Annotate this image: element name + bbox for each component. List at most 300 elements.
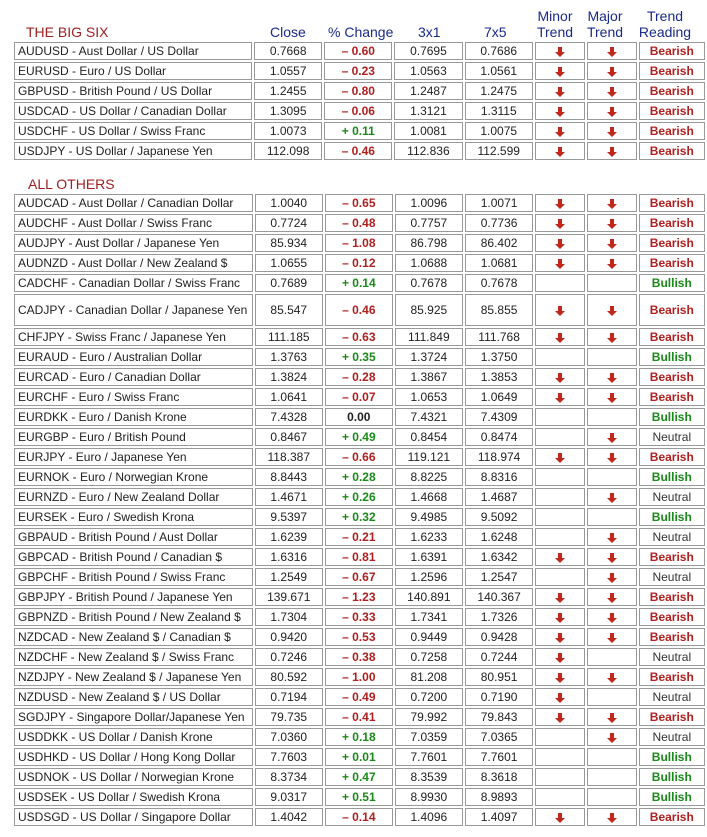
avg-7x5-cell: 140.367 (465, 588, 533, 606)
pair-cell: EURCAD - Euro / Canadian Dollar (14, 368, 253, 386)
pct-change-cell: + 0.49 (325, 428, 393, 446)
arrow-down-icon (606, 450, 618, 464)
pair-cell: AUDCAD - Aust Dollar / Canadian Dollar (14, 194, 253, 212)
pair-cell: AUDJPY - Aust Dollar / Japanese Yen (14, 234, 253, 252)
avg-3x1-cell: 7.7601 (395, 748, 463, 766)
avg-3x1-cell: 1.3121 (394, 102, 462, 120)
trend-reading-cell: Bullish (639, 768, 705, 786)
avg-7x5-cell: 85.855 (465, 294, 533, 326)
trend-reading-cell: Bearish (639, 628, 705, 646)
arrow-down-icon (606, 670, 618, 684)
trend-reading-cell: Neutral (639, 648, 705, 666)
minor-trend-cell (535, 234, 585, 252)
avg-3x1-cell: 1.7341 (395, 608, 463, 626)
trend-reading-cell: Bearish (639, 808, 705, 826)
arrow-down-icon (554, 330, 566, 344)
arrow-down-icon (606, 610, 618, 624)
close-cell: 112.098 (254, 142, 322, 160)
major-trend-cell (587, 568, 637, 586)
avg-7x5-cell: 1.3853 (465, 368, 533, 386)
pct-change-cell: + 0.51 (325, 788, 393, 806)
avg-7x5-cell: 1.4687 (465, 488, 533, 506)
pair-cell: NZDCAD - New Zealand $ / Canadian $ (14, 628, 253, 646)
pair-cell: USDSGD - US Dollar / Singapore Dollar (14, 808, 253, 826)
pair-cell: NZDJPY - New Zealand $ / Japanese Yen (14, 668, 253, 686)
arrow-down-icon (554, 610, 566, 624)
arrow-down-icon (606, 590, 618, 604)
minor-trend-cell (535, 488, 585, 506)
trend-reading-cell: Bearish (639, 254, 705, 272)
trend-reading-cell: Neutral (639, 728, 705, 746)
avg-3x1-cell: 0.7757 (395, 214, 463, 232)
trend-reading-cell: Bullish (639, 348, 705, 366)
major-trend-cell (587, 428, 637, 446)
minor-trend-cell (535, 668, 585, 686)
table-row (14, 448, 705, 466)
avg-7x5-cell: 8.3618 (465, 768, 533, 786)
major-trend-cell (587, 468, 637, 486)
pct-change-cell: – 0.49 (325, 688, 393, 706)
major-trend-cell (587, 234, 637, 252)
avg-7x5-cell: 1.4097 (465, 808, 533, 826)
close-cell: 7.0360 (255, 728, 323, 746)
pair-cell: EURJPY - Euro / Japanese Yen (14, 448, 253, 466)
pair-cell: GBPNZD - British Pound / New Zealand $ (14, 608, 253, 626)
major-trend-cell (587, 254, 637, 272)
arrow-down-icon (606, 330, 618, 344)
pct-change-cell: – 0.67 (325, 568, 393, 586)
trend-reading-cell: Bearish (639, 388, 705, 406)
avg-7x5-cell: 1.2475 (465, 82, 533, 100)
trend-reading-cell: Bearish (639, 214, 705, 232)
pct-change-cell: – 0.12 (325, 254, 393, 272)
table-row (14, 688, 705, 706)
avg-3x1-cell: 1.2487 (394, 82, 462, 100)
close-cell: 79.735 (255, 708, 323, 726)
close-cell: 1.2455 (254, 82, 322, 100)
avg-7x5-cell: 118.974 (465, 448, 533, 466)
pct-change-cell: – 0.66 (325, 448, 393, 466)
avg-3x1-cell: 112.836 (394, 142, 462, 160)
pair-cell: USDSEK - US Dollar / Swedish Krona (14, 788, 253, 806)
avg-3x1-cell: 1.6233 (395, 528, 463, 546)
avg-7x5-cell: 0.9428 (465, 628, 533, 646)
header-major-trend: Major Trend (586, 8, 624, 40)
minor-trend-cell (535, 728, 585, 746)
pair-cell: GBPAUD - British Pound / Aust Dollar (14, 528, 253, 546)
close-cell: 1.2549 (255, 568, 323, 586)
arrow-down-icon (606, 104, 618, 118)
close-cell: 0.9420 (255, 628, 323, 646)
close-cell: 111.185 (255, 328, 323, 346)
major-trend-cell (587, 508, 637, 526)
close-cell: 1.3095 (254, 102, 322, 120)
arrow-down-icon (554, 550, 566, 564)
trend-reading-cell: Bearish (639, 42, 705, 60)
major-trend-cell (587, 648, 637, 666)
pct-change-cell: – 0.14 (325, 808, 393, 826)
pct-change-cell: – 0.63 (325, 328, 393, 346)
avg-7x5-cell: 7.0365 (465, 728, 533, 746)
avg-7x5-cell: 1.0561 (465, 62, 533, 80)
minor-trend-cell (535, 808, 585, 826)
table-row (14, 488, 705, 506)
pair-cell: USDDKK - US Dollar / Danish Krone (14, 728, 253, 746)
major-trend-cell (587, 82, 637, 100)
avg-7x5-cell: 1.0681 (465, 254, 533, 272)
pct-change-cell: – 0.80 (324, 82, 392, 100)
arrow-down-icon (606, 530, 618, 544)
pair-cell: USDHKD - US Dollar / Hong Kong Dollar (14, 748, 253, 766)
table-row (14, 368, 705, 386)
avg-3x1-cell: 7.4321 (395, 408, 463, 426)
trend-reading-cell: Bearish (639, 608, 705, 626)
pct-change-cell: – 0.41 (325, 708, 393, 726)
pair-cell: GBPUSD - British Pound / US Dollar (14, 82, 252, 100)
arrow-down-icon (554, 64, 566, 78)
major-trend-cell (587, 728, 637, 746)
avg-3x1-cell: 1.0081 (394, 122, 462, 140)
pair-cell: GBPCAD - British Pound / Canadian $ (14, 548, 253, 566)
trend-reading-cell: Neutral (639, 428, 705, 446)
major-trend-cell (587, 488, 637, 506)
arrow-down-icon (606, 64, 618, 78)
close-cell: 1.0557 (254, 62, 322, 80)
arrow-down-icon (554, 196, 566, 210)
avg-7x5-cell: 1.0071 (465, 194, 533, 212)
avg-7x5-cell: 7.4309 (465, 408, 533, 426)
arrow-down-icon (554, 370, 566, 384)
minor-trend-cell (535, 214, 585, 232)
avg-3x1-cell: 85.925 (395, 294, 463, 326)
avg-3x1-cell: 7.0359 (395, 728, 463, 746)
pct-change-cell: – 1.23 (325, 588, 393, 606)
arrow-down-icon (554, 690, 566, 704)
trend-reading-cell: Bearish (639, 548, 705, 566)
header-trend-reading: Trend Reading (638, 8, 692, 40)
pair-cell: GBPCHF - British Pound / Swiss Franc (14, 568, 253, 586)
minor-trend-cell (535, 468, 585, 486)
arrow-down-icon (606, 430, 618, 444)
header-minor-trend: Minor Trend (536, 8, 574, 40)
pct-change-cell: – 0.81 (325, 548, 393, 566)
avg-3x1-cell: 1.0096 (395, 194, 463, 212)
avg-7x5-cell: 1.0075 (465, 122, 533, 140)
avg-7x5-cell: 0.7190 (465, 688, 533, 706)
arrow-down-icon (554, 630, 566, 644)
arrow-down-icon (554, 236, 566, 250)
table-row (14, 588, 705, 606)
table-row (14, 348, 705, 366)
pct-change-cell: – 0.21 (325, 528, 393, 546)
minor-trend-cell (535, 408, 585, 426)
major-trend-cell (587, 608, 637, 626)
table-header (0, 0, 707, 40)
table-row (14, 82, 705, 100)
major-trend-cell (587, 328, 637, 346)
close-cell: 8.3734 (255, 768, 323, 786)
avg-7x5-cell: 0.7678 (465, 274, 533, 292)
arrow-down-icon (606, 84, 618, 98)
table-row (14, 254, 705, 272)
close-cell: 7.7603 (255, 748, 323, 766)
avg-3x1-cell: 119.121 (395, 448, 463, 466)
close-cell: 1.6316 (255, 548, 323, 566)
avg-3x1-cell: 8.8225 (395, 468, 463, 486)
pair-cell: NZDUSD - New Zealand $ / US Dollar (14, 688, 253, 706)
avg-3x1-cell: 1.3724 (395, 348, 463, 366)
pct-change-cell: + 0.26 (325, 488, 393, 506)
major-trend-cell (587, 668, 637, 686)
close-cell: 80.592 (255, 668, 323, 686)
avg-3x1-cell: 0.7258 (395, 648, 463, 666)
table-row (14, 628, 705, 646)
table-row (14, 788, 705, 806)
trend-reading-cell: Bearish (639, 102, 705, 120)
pair-cell: EURAUD - Euro / Australian Dollar (14, 348, 253, 366)
pair-cell: NZDCHF - New Zealand $ / Swiss Franc (14, 648, 253, 666)
table-row (14, 42, 705, 60)
close-cell: 7.4328 (255, 408, 323, 426)
avg-3x1-cell: 1.4096 (395, 808, 463, 826)
trend-reading-cell: Bearish (639, 122, 705, 140)
close-cell: 0.7689 (255, 274, 323, 292)
avg-3x1-cell: 1.6391 (395, 548, 463, 566)
pct-change-cell: – 0.07 (325, 388, 393, 406)
pct-change-cell: + 0.28 (325, 468, 393, 486)
trend-reading-cell: Bearish (639, 294, 705, 326)
close-cell: 1.0040 (255, 194, 323, 212)
close-cell: 0.7194 (255, 688, 323, 706)
avg-3x1-cell: 9.4985 (395, 508, 463, 526)
arrow-down-icon (554, 144, 566, 158)
arrow-down-icon (554, 590, 566, 604)
trend-reading-cell: Bearish (639, 708, 705, 726)
close-cell: 9.5397 (255, 508, 323, 526)
major-trend-cell (587, 628, 637, 646)
close-cell: 1.7304 (255, 608, 323, 626)
table-row (14, 408, 705, 426)
pct-change-cell: – 0.65 (325, 194, 393, 212)
pair-cell: EURSEK - Euro / Swedish Krona (14, 508, 253, 526)
trend-reading-cell: Bullish (639, 508, 705, 526)
table-row (14, 508, 705, 526)
arrow-down-icon (554, 810, 566, 824)
table-row (14, 748, 705, 766)
pair-cell: AUDCHF - Aust Dollar / Swiss Franc (14, 214, 253, 232)
trend-reading-cell: Bearish (639, 142, 705, 160)
minor-trend-cell (535, 194, 585, 212)
trend-reading-cell: Bullish (639, 468, 705, 486)
avg-7x5-cell: 9.5092 (465, 508, 533, 526)
table-row (14, 728, 705, 746)
table-row (14, 468, 705, 486)
pair-cell: CADJPY - Canadian Dollar / Japanese Yen (14, 294, 253, 326)
trend-reading-cell: Neutral (639, 488, 705, 506)
table-row (14, 808, 705, 826)
arrow-down-icon (554, 650, 566, 664)
minor-trend-cell (535, 102, 585, 120)
table-row (14, 568, 705, 586)
trend-reading-cell: Bearish (639, 588, 705, 606)
pair-cell: CADCHF - Canadian Dollar / Swiss Franc (14, 274, 253, 292)
table-row (14, 668, 705, 686)
arrow-down-icon (606, 124, 618, 138)
avg-3x1-cell: 0.7200 (395, 688, 463, 706)
arrow-down-icon (554, 670, 566, 684)
avg-7x5-cell: 111.768 (465, 328, 533, 346)
avg-7x5-cell: 0.7736 (465, 214, 533, 232)
avg-7x5-cell: 1.3750 (465, 348, 533, 366)
header-pct-change: % Change (328, 24, 394, 40)
arrow-down-icon (606, 630, 618, 644)
trend-reading-cell: Bearish (639, 82, 705, 100)
arrow-down-icon (606, 550, 618, 564)
table-row (14, 528, 705, 546)
avg-7x5-cell: 8.8316 (465, 468, 533, 486)
section-title-big-six: THE BIG SIX (26, 24, 109, 40)
arrow-down-icon (606, 730, 618, 744)
table-row (14, 102, 705, 120)
major-trend-cell (587, 688, 637, 706)
arrow-down-icon (554, 124, 566, 138)
table-row (14, 648, 705, 666)
avg-7x5-cell: 1.0649 (465, 388, 533, 406)
table-row (14, 388, 705, 406)
arrow-down-icon (554, 84, 566, 98)
pct-change-cell: – 0.06 (324, 102, 392, 120)
close-cell: 1.4671 (255, 488, 323, 506)
close-cell: 1.3824 (255, 368, 323, 386)
major-trend-cell (587, 214, 637, 232)
avg-3x1-cell: 1.4668 (395, 488, 463, 506)
arrow-down-icon (606, 216, 618, 230)
minor-trend-cell (535, 142, 585, 160)
avg-7x5-cell: 1.6248 (465, 528, 533, 546)
avg-3x1-cell: 79.992 (395, 708, 463, 726)
close-cell: 0.7724 (255, 214, 323, 232)
arrow-down-icon (606, 390, 618, 404)
table-row (14, 548, 705, 566)
arrow-down-icon (606, 44, 618, 58)
minor-trend-cell (535, 648, 585, 666)
avg-7x5-cell: 0.7244 (465, 648, 533, 666)
pair-cell: AUDNZD - Aust Dollar / New Zealand $ (14, 254, 253, 272)
arrow-down-icon (554, 710, 566, 724)
avg-3x1-cell: 0.8454 (395, 428, 463, 446)
major-trend-cell (587, 368, 637, 386)
table-row (14, 708, 705, 726)
table-row (14, 428, 705, 446)
header-7x5: 7x5 (484, 24, 507, 40)
pct-change-cell: + 0.32 (325, 508, 393, 526)
major-trend-cell (587, 408, 637, 426)
avg-7x5-cell: 1.7326 (465, 608, 533, 626)
avg-7x5-cell: 1.2547 (465, 568, 533, 586)
pair-cell: SGDJPY - Singapore Dollar/Japanese Yen (14, 708, 253, 726)
major-trend-cell (587, 142, 637, 160)
major-trend-cell (587, 274, 637, 292)
arrow-down-icon (606, 710, 618, 724)
avg-3x1-cell: 1.0653 (395, 388, 463, 406)
major-trend-cell (587, 528, 637, 546)
table-row (14, 328, 705, 346)
pair-cell: EURDKK - Euro / Danish Krone (14, 408, 253, 426)
pair-cell: EURGBP - Euro / British Pound (14, 428, 253, 446)
arrow-down-icon (554, 390, 566, 404)
avg-7x5-cell: 86.402 (465, 234, 533, 252)
close-cell: 118.387 (255, 448, 323, 466)
arrow-down-icon (606, 256, 618, 270)
minor-trend-cell (535, 528, 585, 546)
minor-trend-cell (535, 608, 585, 626)
pct-change-cell: – 0.33 (325, 608, 393, 626)
avg-7x5-cell: 0.8474 (465, 428, 533, 446)
avg-7x5-cell: 7.7601 (465, 748, 533, 766)
arrow-down-icon (606, 144, 618, 158)
avg-3x1-cell: 111.849 (395, 328, 463, 346)
close-cell: 1.6239 (255, 528, 323, 546)
arrow-down-icon (606, 570, 618, 584)
trend-reading-cell: Neutral (639, 528, 705, 546)
avg-3x1-cell: 81.208 (395, 668, 463, 686)
trend-reading-cell: Neutral (639, 688, 705, 706)
avg-3x1-cell: 1.0563 (394, 62, 462, 80)
pair-cell: GBPJPY - British Pound / Japanese Yen (14, 588, 253, 606)
major-trend-cell (587, 122, 637, 140)
table-row (14, 768, 705, 786)
major-trend-cell (587, 194, 637, 212)
avg-3x1-cell: 1.3867 (395, 368, 463, 386)
major-trend-cell (587, 548, 637, 566)
avg-7x5-cell: 8.9893 (465, 788, 533, 806)
arrow-down-icon (606, 370, 618, 384)
arrow-down-icon (606, 303, 618, 317)
pct-change-cell: + 0.11 (324, 122, 392, 140)
trend-reading-cell: Bearish (639, 368, 705, 386)
pct-change-cell: – 0.60 (324, 42, 392, 60)
pair-cell: EURNOK - Euro / Norwegian Krone (14, 468, 253, 486)
close-cell: 0.7668 (254, 42, 322, 60)
close-cell: 0.8467 (255, 428, 323, 446)
avg-7x5-cell: 1.6342 (465, 548, 533, 566)
table-row (14, 294, 705, 326)
minor-trend-cell (535, 508, 585, 526)
minor-trend-cell (535, 548, 585, 566)
minor-trend-cell (535, 348, 585, 366)
close-cell: 1.0641 (255, 388, 323, 406)
pct-change-cell: – 0.38 (325, 648, 393, 666)
minor-trend-cell (535, 388, 585, 406)
close-cell: 1.0073 (254, 122, 322, 140)
trend-reading-cell: Bearish (639, 62, 705, 80)
major-trend-cell (587, 708, 637, 726)
pct-change-cell: – 0.48 (325, 214, 393, 232)
trend-reading-cell: Bullish (639, 788, 705, 806)
pair-cell: CHFJPY - Swiss Franc / Japanese Yen (14, 328, 253, 346)
arrow-down-icon (554, 303, 566, 317)
pair-cell: USDNOK - US Dollar / Norwegian Krone (14, 768, 253, 786)
trend-reading-cell: Bearish (639, 234, 705, 252)
header-3x1: 3x1 (418, 24, 441, 40)
minor-trend-cell (535, 368, 585, 386)
arrow-down-icon (554, 104, 566, 118)
pair-cell: EURUSD - Euro / US Dollar (14, 62, 252, 80)
major-trend-cell (587, 348, 637, 366)
minor-trend-cell (535, 428, 585, 446)
pct-change-cell: – 0.23 (324, 62, 392, 80)
trend-reading-cell: Bearish (639, 328, 705, 346)
